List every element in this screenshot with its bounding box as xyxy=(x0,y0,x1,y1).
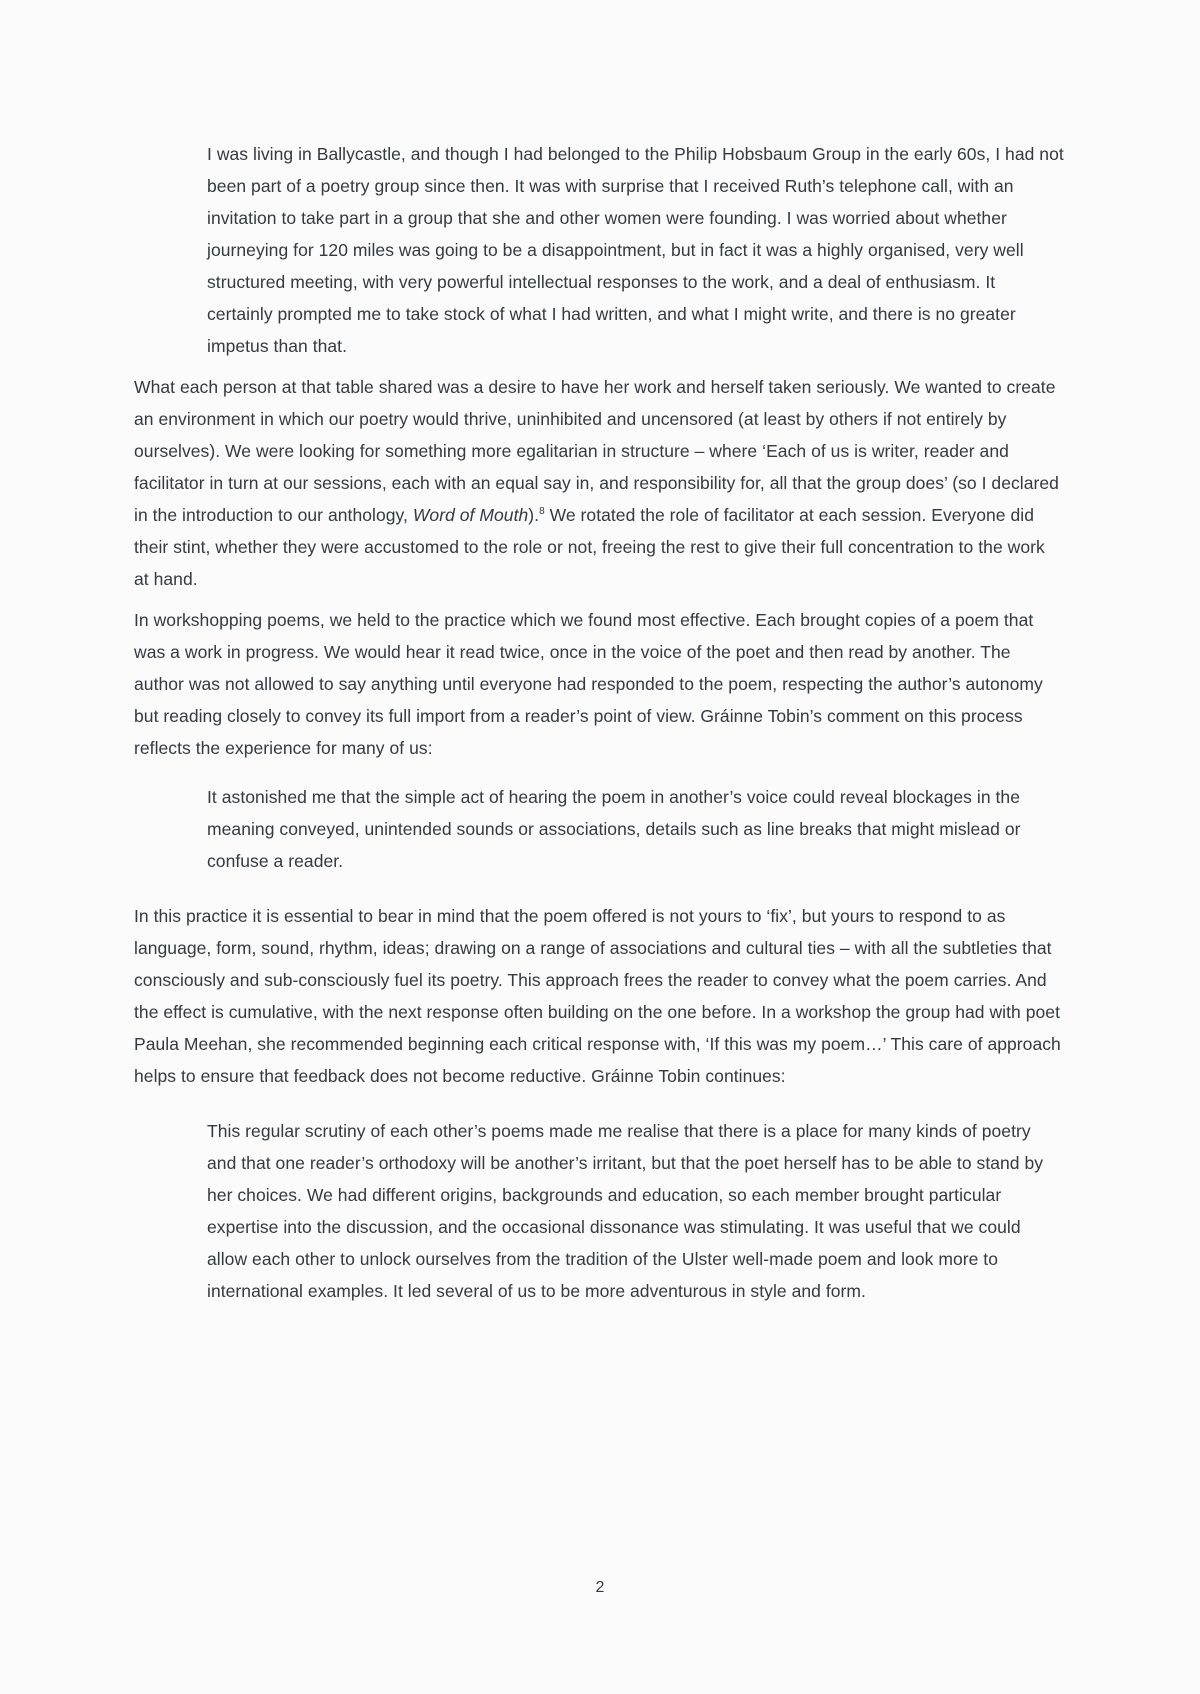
body-paragraph-2: In workshopping poems, we held to the practice which we found most effective. Each brought copies of a poem that was a work in progress. We would hear it read twice, once in the voice of the poet and then read by another. The author was not allowed to say anything until everyone had responded to the poem, respecting the author’s autonomy but reading closely to convey its full import from a reader’s point of view. Gráinne Tobin’s comment on this process reflects the experience for many of us: xyxy=(134,610,1043,758)
page-number: 2 xyxy=(595,1579,605,1596)
block-quote-1: I was living in Ballycastle, and though I had belonged to the Philip Hobsbaum Group in the early 60s, I had not been part of a poetry group since then. It was with surprise that I received Ruth’s telephone call, with an invitation to take part in a group that she and other women were founding. I was worried about whether journeying for 120 miles was going to be a disappointment, but in fact it was a highly organised, very well structured meeting, with very powerful intellectual responses to the work, and a deal of enthusiasm. It certainly prompted me to take stock of what I had written, and what I might write, and there is no greater impetus than that. xyxy=(207,144,1064,356)
block-quote-3: This regular scrutiny of each other’s poems made me realise that there is a place for many kinds of poetry and that one reader’s orthodoxy will be another’s irritant, but that the poet herself has to be able to stand by her choices. We had different origins, backgrounds and education, so each member brought particular expertise into the discussion, and the occasional dissonance was stimulating. It was useful that we could allow each other to unlock ourselves from the tradition of the Ulster well-made poem and look more to international examples. It led several of us to be more adventurous in style and form. xyxy=(207,1121,1044,1301)
body-paragraph-1 xyxy=(134,371,1064,595)
paragraph-text: What each person at that table shared was a desire to have her work and herself taken seriously. We wanted to create an environment in which our poetry would thrive, uninhibited and uncensored (at least by others if not entirely by ourselves). We were looking for something more egalitarian in structure – where ‘Each of us is writer, reader and facilitator in turn at our sessions, each with an equal say in, and responsibility for, all that the group does’ (so I declared in the introduction to our anthology, xyxy=(134,377,1059,525)
anthology-title: Word of Mouth xyxy=(412,505,529,525)
footnote-marker[interactable]: 8 xyxy=(539,506,545,518)
paragraph-text: ). xyxy=(528,505,540,525)
body-paragraph-3: In this practice it is essential to bear in mind that the poem offered is not yours to ‘fix’, but yours to respond to as language, form, sound, rhythm, ideas; drawing on a range of associations and cultural ties – with all the subtleties that consciously and sub-consciously fuel its poetry. This approach frees the reader to convey what the poem carries. And the effect is cumulative, with the next response often building on the one before. In a workshop the group had with poet Paula Meehan, she recommended beginning each critical response with, ‘If this was my poem…’ This care of approach helps to ensure that feedback does not become reductive. Gráinne Tobin continues: xyxy=(134,906,1061,1086)
paragraph-text: We rotated the role of facilitator at each session. Everyone did their stint, whether they were accustomed to the role or not, freeing the rest to give their full concentration to the work at hand. xyxy=(134,505,1045,589)
block-quote-2: It astonished me that the simple act of hearing the poem in another’s voice could reveal blockages in the meaning conveyed, unintended sounds or associations, details such as line breaks that might mislead or confuse a reader. xyxy=(207,787,1021,871)
document-body xyxy=(134,138,1064,1307)
